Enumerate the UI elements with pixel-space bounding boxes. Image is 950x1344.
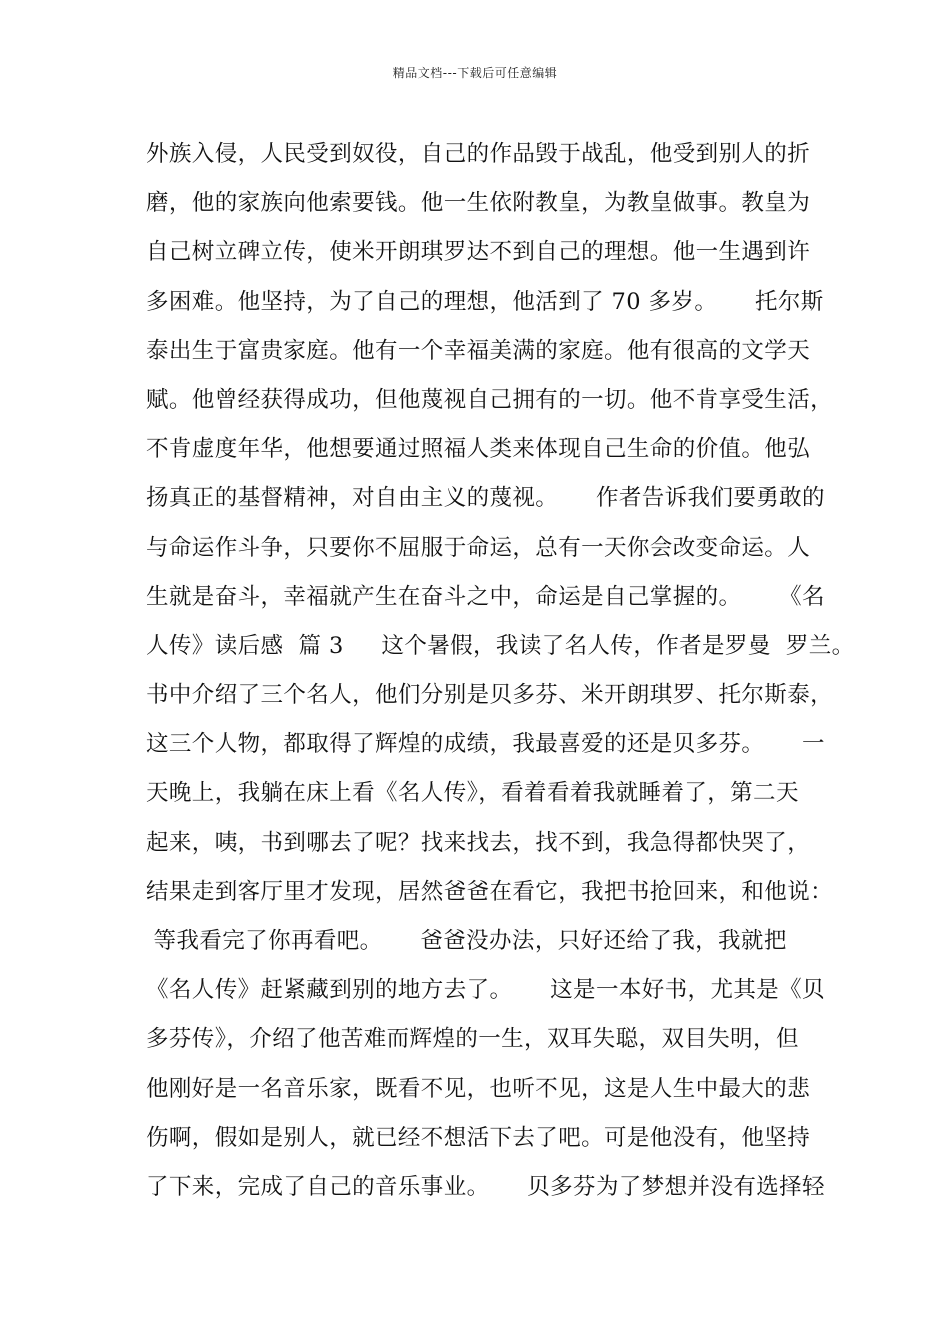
body-text bbox=[146, 130, 855, 1212]
text-line: 了下来，完成了自己的音乐事业。 贝多芬为了梦想并没有选择轻 bbox=[146, 1173, 825, 1200]
text-line: 不肯虚度年华，他想要通过照福人类来体现自己生命的价值。他弘 bbox=[146, 436, 811, 463]
text-line: 人传》读后感 篇 3 这个暑假，我读了名人传，作者是罗曼 罗兰。 bbox=[146, 632, 855, 659]
page-header: 精品文档---下载后可任意编辑 bbox=[392, 66, 558, 80]
text-line: 自己树立碑立传，使米开朗琪罗达不到自己的理想。他一生遇到许 bbox=[146, 239, 811, 266]
text-line: 书中介绍了三个名人，他们分别是贝多芬、米开朗琪罗、托尔斯泰， bbox=[146, 682, 834, 709]
text-line: 多芬传》，介绍了他苦难而辉煌的一生，双耳失聪，双目失明，但 bbox=[146, 1026, 799, 1053]
text-line: 与命运作斗争，只要你不屈服于命运，总有一天你会改变命运。人 bbox=[146, 534, 811, 561]
text-line: 扬真正的基督精神，对自由主义的蔑视。 作者告诉我们要勇敢的 bbox=[146, 485, 825, 512]
text-line: 等我看完了你再看吧。 爸爸没办法，只好还给了我，我就把 bbox=[146, 928, 787, 954]
text-line: 生就是奋斗，幸福就产生在奋斗之中，命运是自己掌握的。 《名 bbox=[146, 583, 825, 610]
text-line: 结果走到客厅里才发现，居然爸爸在看它，我把书抢回来，和他说： bbox=[146, 878, 834, 905]
text-line: 起来，咦，书到哪去了呢？找来找去，找不到，我急得都快哭了， bbox=[146, 829, 811, 856]
text-line: 磨，他的家族向他索要钱。他一生依附教皇，为教皇做事。教皇为 bbox=[146, 190, 811, 217]
text-line: 外族入侵，人民受到奴役，自己的作品毁于战乱，他受到别人的折 bbox=[146, 141, 811, 167]
text-line: 多困难。他坚持，为了自己的理想，他活到了 70 多岁。 托尔斯 bbox=[146, 288, 824, 315]
text-line: 《名人传》赶紧藏到别的地方去了。 这是一本好书，尤其是《贝 bbox=[146, 977, 825, 1004]
text-line: 天晚上，我躺在床上看《名人传》，看着看着我就睡着了，第二天 bbox=[146, 780, 799, 807]
text-line: 这三个人物，都取得了辉煌的成绩，我最喜爱的还是贝多芬。 一 bbox=[146, 731, 825, 758]
text-line: 他刚好是一名音乐家，既看不见，也听不见，这是人生中最大的悲 bbox=[146, 1075, 811, 1102]
text-line: 伤啊，假如是别人，就已经不想活下去了吧。可是他没有，他坚持 bbox=[146, 1124, 811, 1151]
text-line: 泰出生于富贵家庭。他有一个幸福美满的家庭。他有很高的文学天 bbox=[146, 337, 811, 364]
text-line: 赋。他曾经获得成功，但他蔑视自己拥有的一切。他不肯享受生活， bbox=[146, 386, 834, 413]
